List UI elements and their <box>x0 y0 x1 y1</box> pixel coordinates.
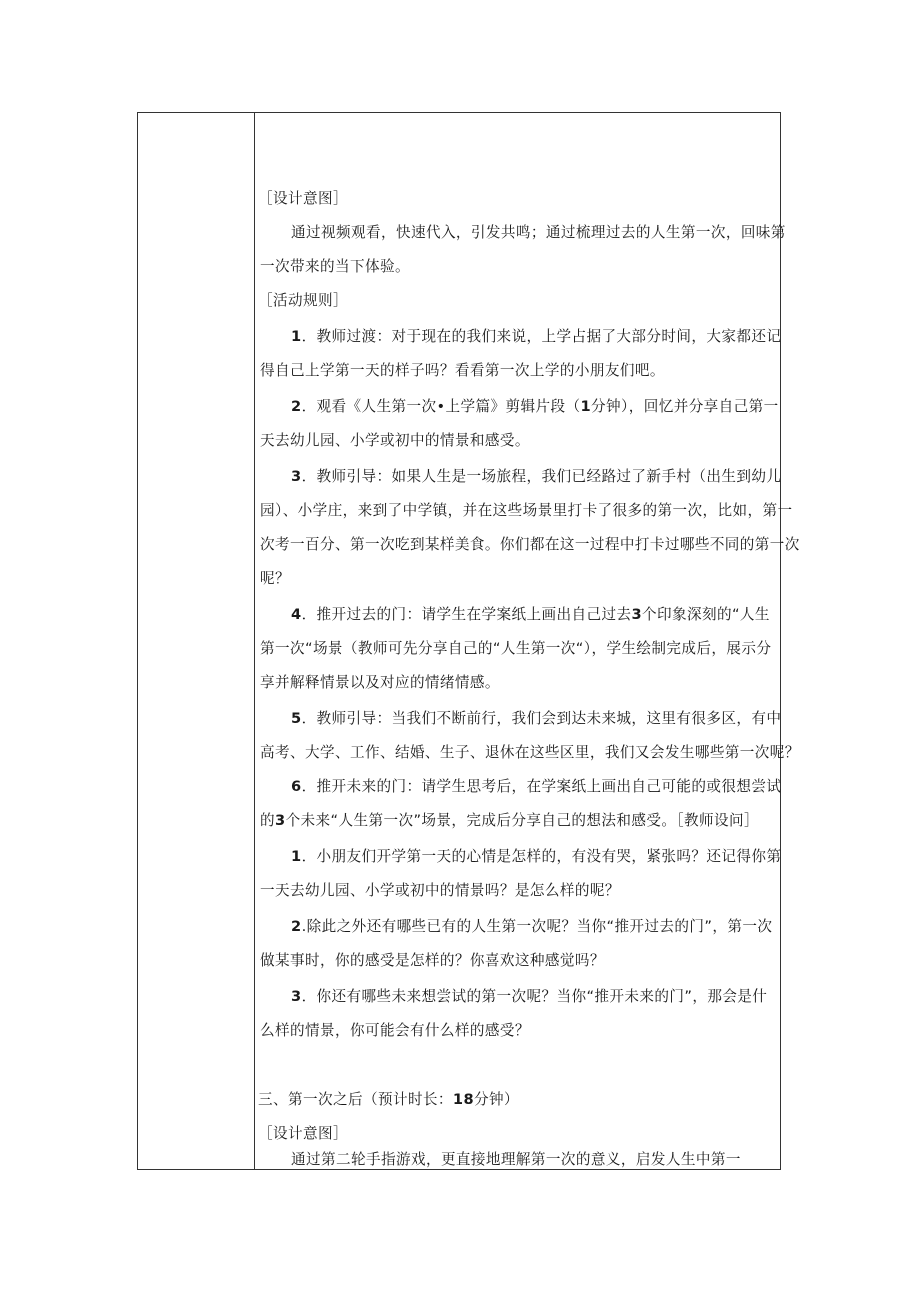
design-intent-label: ［设计意图］ <box>258 190 348 207</box>
design-intent-line-1: 通过视频观看，快速代入，引发共鸣；通过梳理过去的人生第一次，回味第 <box>291 224 786 241</box>
question-2-line-1: 2.除此之外还有哪些已有的人生第一次呢？当你“推开过去的门”，第一次 <box>291 918 773 935</box>
rule-6-line-2: 的3个未来“人生第一次”场景，完成后分享自己的想法和感受。［教师设问］ <box>260 812 759 829</box>
rule-5-line-2: 高考、大学、工作、结婚、生子、退休在这些区里，我们又会发生哪些第一次呢？ <box>260 744 800 761</box>
section-3-design-intent-label: ［设计意图］ <box>258 1125 348 1142</box>
activity-rules-label: ［活动规则］ <box>258 292 348 309</box>
rule-3-line-1: 3．教师引导：如果人生是一场旅程，我们已经路过了新手村（出生到幼儿 <box>291 468 782 485</box>
rule-4-line-3: 享并解释情景以及对应的情绪情感。 <box>260 674 500 691</box>
question-1-line-2: 一天去幼儿园、小学或初中的情景吗？是怎么样的呢？ <box>260 882 620 899</box>
question-1-line-1: 1．小朋友们开学第一天的心情是怎样的，有没有哭，紧张吗？还记得你第 <box>291 848 782 865</box>
rule-3-line-4: 呢？ <box>260 570 290 587</box>
rule-3-line-3: 次考一百分、第一次吃到某样美食。你们都在这一过程中打卡过哪些不同的第一次 <box>260 536 800 553</box>
content-column <box>255 113 800 1169</box>
rule-2-line-2: 天去幼儿园、小学或初中的情景和感受。 <box>260 432 530 449</box>
rule-1-line-1: 1．教师过渡：对于现在的我们来说，上学占据了大部分时间，大家都还记 <box>291 328 782 345</box>
rule-1-line-2: 得自己上学第一天的样子吗？看看第一次上学的小朋友们吧。 <box>260 362 665 379</box>
lesson-plan-table <box>137 112 800 1170</box>
rule-4-line-1: 4．推开过去的门：请学生在学案纸上画出自己过去3个印象深刻的“人生 <box>291 606 770 623</box>
question-2-line-2: 做某事时，你的感受是怎样的？你喜欢这种感觉吗？ <box>260 952 605 969</box>
section-3-heading: 三、第一次之后（预计时长：18分钟） <box>258 1091 520 1108</box>
rule-5-line-1: 5．教师引导：当我们不断前行，我们会到达未来城，这里有很多区，有中 <box>291 710 782 727</box>
rule-2-line-1: 2．观看《人生第一次•上学篇》剪辑片段（1分钟），回忆并分享自己第一 <box>291 398 779 415</box>
question-3-line-1: 3．你还有哪些未来想尝试的第一次呢？当你“推开未来的门”，那会是什 <box>291 988 768 1005</box>
rule-6-line-1: 6．推开未来的门：请学生思考后，在学案纸上画出自己可能的或很想尝试 <box>291 778 782 795</box>
rule-3-line-2: 园）、小学庄，来到了中学镇，并在这些场景里打卡了很多的第一次，比如，第一 <box>260 502 793 519</box>
left-label-column <box>138 113 255 1169</box>
section-3-design-intent-line: 通过第二轮手指游戏，更直接地理解第一次的意义，启发人生中第一 <box>291 1151 741 1168</box>
rule-4-line-2: 第一次“场景（教师可先分享自己的“人生第一次“），学生绘制完成后，展示分 <box>260 640 772 657</box>
design-intent-line-2: 一次带来的当下体验。 <box>260 258 410 275</box>
question-3-line-2: 么样的情景，你可能会有什么样的感受？ <box>260 1022 530 1039</box>
